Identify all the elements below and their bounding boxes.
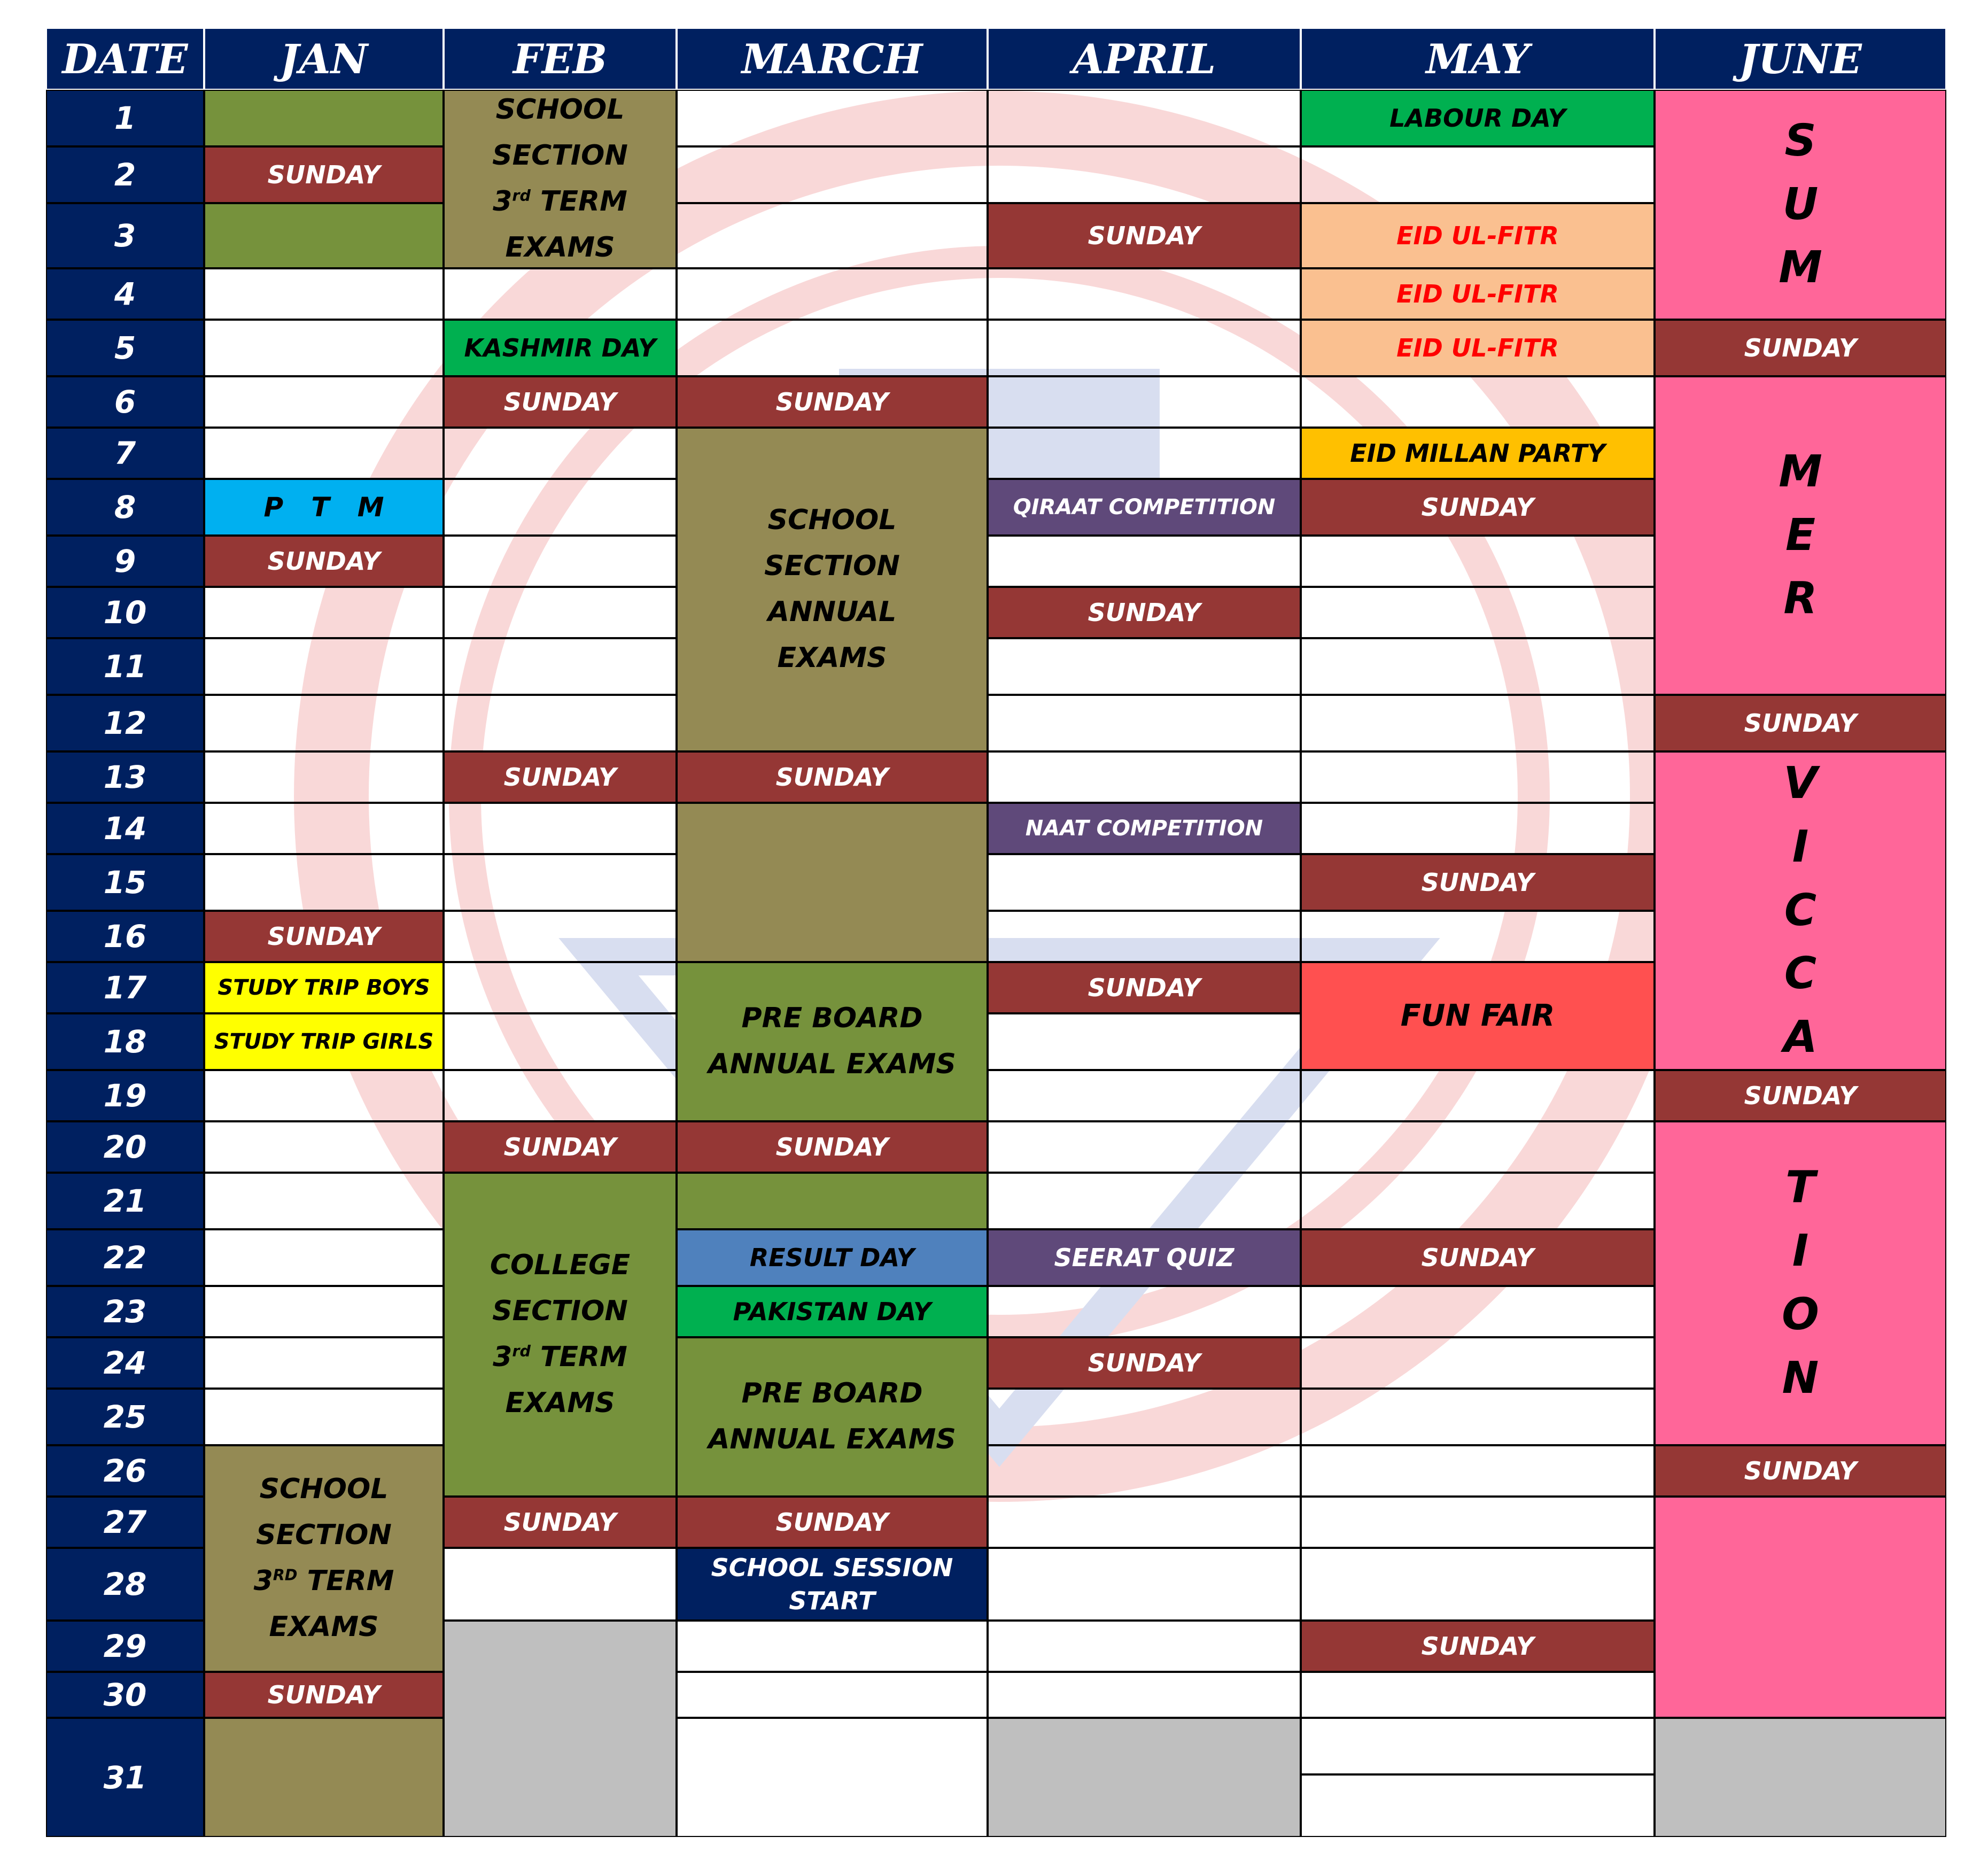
jan-sunday-9: SUNDAY [204, 536, 444, 587]
feb-sunday-27: SUNDAY [444, 1497, 677, 1548]
jan-ptm: P T M [204, 479, 444, 536]
date-10: 10 [46, 587, 204, 638]
march-pre-board-exams-2: PRE BOARD ANNUAL EXAMS [677, 1337, 988, 1497]
may-empty-cell [1301, 587, 1655, 638]
june-letter: N [1782, 1352, 1819, 1404]
feb-sunday-13: SUNDAY [444, 751, 677, 803]
march-exam-block [677, 1173, 988, 1229]
date-12: 12 [46, 695, 204, 751]
date-1: 1 [46, 90, 204, 146]
april-empty-cell [988, 376, 1301, 428]
april-empty-cell [988, 1548, 1301, 1621]
may-eid-ul-fitr-4: EID UL-FITR [1301, 268, 1655, 320]
feb-sunday-6: SUNDAY [444, 376, 677, 428]
may-empty-cell [1301, 376, 1655, 428]
may-empty-cell [1301, 1337, 1655, 1389]
june-letter: T [1785, 1162, 1815, 1213]
june-letter: M [1779, 242, 1822, 293]
may-empty-cell [1301, 1497, 1655, 1548]
may-sunday-29: SUNDAY [1301, 1621, 1655, 1672]
may-empty-cell [1301, 1070, 1655, 1121]
feb-empty-cell [444, 479, 677, 536]
feb-empty-cell [444, 1013, 677, 1070]
date-8: 8 [46, 479, 204, 536]
jan-empty-cell [204, 803, 444, 854]
jan-sunday-2: SUNDAY [204, 146, 444, 203]
may-empty-cell [1301, 1286, 1655, 1337]
date-17: 17 [46, 962, 204, 1013]
jan-empty-cell [204, 320, 444, 376]
june-no-date-block [1655, 1718, 1946, 1837]
feb-college-3rd-term-exams [444, 1173, 677, 1497]
date-21: 21 [46, 1173, 204, 1229]
date-24: 24 [46, 1337, 204, 1389]
april-sunday-10: SUNDAY [988, 587, 1301, 638]
jan-empty-cell [204, 268, 444, 320]
may-labour-day: LABOUR DAY [1301, 90, 1655, 146]
feb-school-3rd-term-exams [444, 90, 677, 268]
march-empty-cell [677, 320, 988, 376]
date-13: 13 [46, 751, 204, 803]
jan-empty-cell [204, 751, 444, 803]
may-empty-cell [1301, 146, 1655, 203]
date-18: 18 [46, 1013, 204, 1070]
march-sunday-27: SUNDAY [677, 1497, 988, 1548]
june-sunday-19: SUNDAY [1655, 1070, 1946, 1121]
jan-empty-cell [204, 638, 444, 695]
april-no-date-block [988, 1718, 1301, 1837]
april-empty-cell [988, 1672, 1301, 1718]
april-seerat-quiz: SEERAT QUIZ [988, 1229, 1301, 1286]
april-empty-cell [988, 1621, 1301, 1672]
june-summer-vacation-block-3 [1655, 751, 1946, 1070]
feb-exams-line-4: EXAMS [505, 231, 615, 263]
march-empty-cell [677, 1672, 988, 1718]
june-letter: I [1792, 1226, 1809, 1277]
jan-empty-cell [204, 1337, 444, 1389]
jan-holiday-block [204, 203, 444, 268]
may-sunday-22: SUNDAY [1301, 1229, 1655, 1286]
may-empty-cell [1301, 1672, 1655, 1718]
may-eid-ul-fitr-3: EID UL-FITR [1301, 203, 1655, 268]
header-jan: JAN [204, 28, 444, 90]
june-letter: A [1783, 1012, 1818, 1063]
april-empty-cell [988, 1445, 1301, 1497]
april-empty-cell [988, 536, 1301, 587]
march-empty-cell [677, 1621, 988, 1672]
may-empty-cell [1301, 1718, 1655, 1774]
april-empty-cell [988, 751, 1301, 803]
feb-kashmir-day: KASHMIR DAY [444, 320, 677, 376]
header-april: APRIL [988, 28, 1301, 90]
april-qiraat-competition: QIRAAT COMPETITION [988, 479, 1301, 536]
june-sunday-12: SUNDAY [1655, 695, 1946, 751]
feb-college-line-1: COLLEGE [490, 1249, 631, 1282]
june-summer-vacation-block-2 [1655, 376, 1946, 695]
march-sunday-20: SUNDAY [677, 1121, 988, 1173]
date-7: 7 [46, 428, 204, 479]
date-14: 14 [46, 803, 204, 854]
june-letter: U [1782, 179, 1819, 230]
may-empty-cell [1301, 803, 1655, 854]
april-empty-cell [988, 320, 1301, 376]
date-29: 29 [46, 1621, 204, 1672]
may-eid-millan-party: EID MILLAN PARTY [1301, 428, 1655, 479]
jan-empty-cell [204, 1173, 444, 1229]
date-22: 22 [46, 1229, 204, 1286]
feb-college-line-2: SECTION [492, 1295, 628, 1328]
april-empty-cell [988, 146, 1301, 203]
date-30: 30 [46, 1672, 204, 1718]
feb-empty-cell [444, 1070, 677, 1121]
jan-exams-line-1: SCHOOL [259, 1473, 389, 1506]
june-letter: C [1784, 948, 1817, 999]
jan-sunday-16: SUNDAY [204, 911, 444, 962]
april-empty-cell [988, 1173, 1301, 1229]
header-feb: FEB [444, 28, 677, 90]
date-23: 23 [46, 1286, 204, 1337]
date-26: 26 [46, 1445, 204, 1497]
june-letter: M [1779, 446, 1822, 497]
june-sunday-26: SUNDAY [1655, 1445, 1946, 1497]
march-empty-cell [677, 90, 988, 146]
date-9: 9 [46, 536, 204, 587]
march-pre-board-exams-1: PRE BOARD ANNUAL EXAMS [677, 962, 988, 1121]
feb-empty-cell [444, 1548, 677, 1621]
jan-empty-cell [204, 854, 444, 911]
may-empty-cell [1301, 1173, 1655, 1229]
feb-empty-cell [444, 962, 677, 1013]
may-empty-cell [1301, 1548, 1655, 1621]
may-eid-ul-fitr-5: EID UL-FITR [1301, 320, 1655, 376]
jan-empty-cell [204, 376, 444, 428]
june-letter: C [1784, 885, 1817, 936]
feb-empty-cell [444, 268, 677, 320]
date-4: 4 [46, 268, 204, 320]
date-25: 25 [46, 1389, 204, 1445]
feb-empty-cell [444, 638, 677, 695]
april-empty-cell [988, 1497, 1301, 1548]
may-empty-cell [1301, 695, 1655, 751]
date-15: 15 [46, 854, 204, 911]
april-empty-cell [988, 1286, 1301, 1337]
march-school-session-start: SCHOOL SESSION START [677, 1548, 988, 1621]
jan-empty-cell [204, 428, 444, 479]
date-11: 11 [46, 638, 204, 695]
feb-exams-line-2: SECTION [492, 139, 628, 172]
june-letter: R [1783, 573, 1818, 624]
feb-empty-cell [444, 911, 677, 962]
academic-calendar-table [46, 28, 1946, 1837]
jan-holiday-block [204, 90, 444, 146]
april-empty-cell [988, 854, 1301, 911]
march-sunday-13: SUNDAY [677, 751, 988, 803]
may-empty-cell [1301, 1445, 1655, 1497]
may-sunday-8: SUNDAY [1301, 479, 1655, 536]
april-empty-cell [988, 911, 1301, 962]
feb-empty-cell [444, 695, 677, 751]
jan-empty-cell [204, 1389, 444, 1445]
jan-empty-cell [204, 587, 444, 638]
feb-empty-cell [444, 587, 677, 638]
march-empty-cell [677, 1718, 988, 1837]
jan-empty-cell [204, 1286, 444, 1337]
april-empty-cell [988, 268, 1301, 320]
date-28: 28 [46, 1548, 204, 1621]
april-empty-cell [988, 1013, 1301, 1070]
feb-empty-cell [444, 803, 677, 854]
jan-empty-cell [204, 1229, 444, 1286]
april-empty-cell [988, 1389, 1301, 1445]
feb-empty-cell [444, 428, 677, 479]
june-summer-vacation-block-4 [1655, 1121, 1946, 1445]
jan-block-31 [204, 1718, 444, 1837]
may-empty-cell [1301, 751, 1655, 803]
jan-study-trip-boys: STUDY TRIP BOYS [204, 962, 444, 1013]
april-sunday-17: SUNDAY [988, 962, 1301, 1013]
feb-college-line-3: 3rd TERM [493, 1341, 627, 1373]
april-empty-cell [988, 695, 1301, 751]
header-date: DATE [46, 28, 204, 90]
date-20: 20 [46, 1121, 204, 1173]
april-empty-cell [988, 1121, 1301, 1173]
may-empty-cell [1301, 1121, 1655, 1173]
june-summer-vacation-block-1 [1655, 90, 1946, 320]
june-sunday-5: SUNDAY [1655, 320, 1946, 376]
may-fun-fair: FUN FAIR [1301, 962, 1655, 1070]
date-2: 2 [46, 146, 204, 203]
feb-no-date-block [444, 1621, 677, 1837]
april-empty-cell [988, 1070, 1301, 1121]
jan-empty-cell [204, 695, 444, 751]
jan-exams-line-4: EXAMS [269, 1610, 379, 1643]
june-letter: E [1785, 509, 1815, 561]
march-school-annual-exams: SCHOOL SECTION ANNUAL EXAMS [677, 428, 988, 751]
feb-college-line-4: EXAMS [505, 1386, 615, 1419]
date-6: 6 [46, 376, 204, 428]
header-march: MARCH [677, 28, 988, 90]
march-empty-cell [677, 146, 988, 203]
date-19: 19 [46, 1070, 204, 1121]
date-27: 27 [46, 1497, 204, 1548]
june-letter: I [1792, 821, 1809, 872]
jan-exams-line-3: 3RD TERM [253, 1565, 394, 1597]
jan-study-trip-girls: STUDY TRIP GIRLS [204, 1013, 444, 1070]
march-exam-block [677, 803, 988, 962]
june-letter: S [1784, 115, 1816, 166]
april-sunday-24: SUNDAY [988, 1337, 1301, 1389]
feb-empty-cell [444, 854, 677, 911]
may-empty-cell [1301, 638, 1655, 695]
april-empty-cell [988, 428, 1301, 479]
feb-empty-cell [444, 536, 677, 587]
march-result-day: RESULT DAY [677, 1229, 988, 1286]
may-empty-cell [1301, 1389, 1655, 1445]
header-june: JUNE [1655, 28, 1946, 90]
april-empty-cell [988, 638, 1301, 695]
jan-empty-cell [204, 1070, 444, 1121]
april-sunday-3: SUNDAY [988, 203, 1301, 268]
date-16: 16 [46, 911, 204, 962]
date-3: 3 [46, 203, 204, 268]
may-empty-cell [1301, 911, 1655, 962]
march-empty-cell [677, 268, 988, 320]
header-may: MAY [1301, 28, 1655, 90]
march-pakistan-day: PAKISTAN DAY [677, 1286, 988, 1337]
feb-sunday-20: SUNDAY [444, 1121, 677, 1173]
april-naat-competition: NAAT COMPETITION [988, 803, 1301, 854]
april-empty-cell [988, 90, 1301, 146]
march-sunday-6: SUNDAY [677, 376, 988, 428]
jan-exams-line-2: SECTION [256, 1519, 392, 1552]
may-empty-cell [1301, 1774, 1655, 1837]
date-5: 5 [46, 320, 204, 376]
date-31: 31 [46, 1718, 204, 1837]
jan-sunday-30: SUNDAY [204, 1672, 444, 1718]
may-empty-cell [1301, 536, 1655, 587]
march-empty-cell [677, 203, 988, 268]
june-letter: O [1782, 1289, 1819, 1340]
jan-empty-cell [204, 1121, 444, 1173]
feb-exams-line-1: SCHOOL [495, 94, 625, 126]
may-sunday-15: SUNDAY [1301, 854, 1655, 911]
jan-school-3rd-term-exams [204, 1445, 444, 1672]
feb-exams-line-3: 3rd TERM [493, 185, 627, 218]
june-summer-vacation-block-5 [1655, 1497, 1946, 1718]
june-letter: V [1783, 757, 1818, 809]
